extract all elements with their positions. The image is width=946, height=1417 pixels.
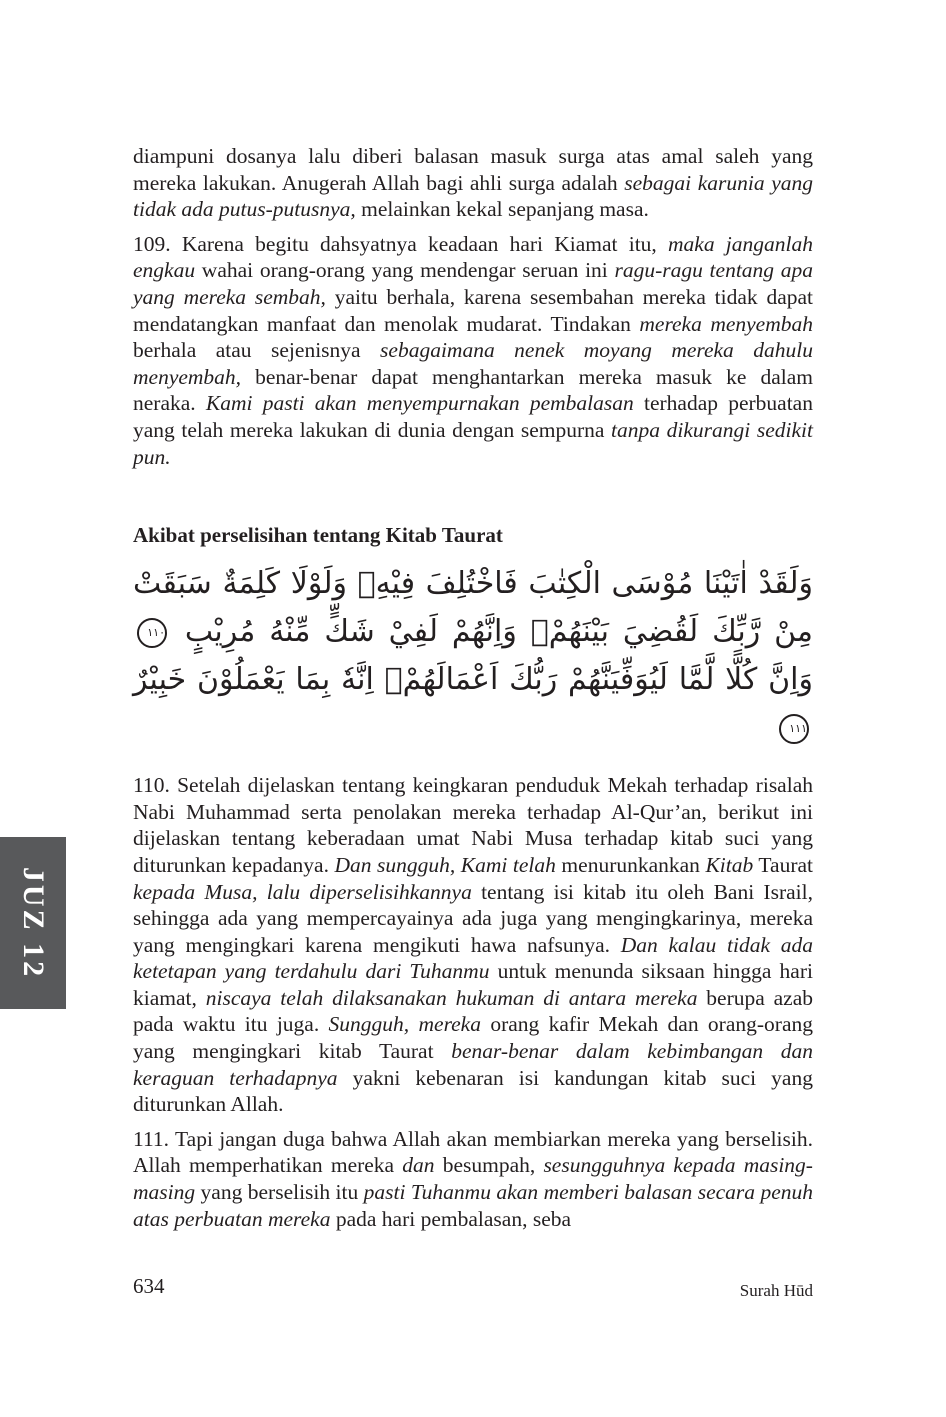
page-content bbox=[133, 143, 813, 1240]
juz-label: JUZ 12 bbox=[17, 866, 50, 980]
italic-run: ragu-ragu tentang apa yang mereka sembah, bbox=[133, 258, 813, 309]
text-run: berupa azab pada waktu itu juga. bbox=[133, 985, 814, 1037]
italic-run: maka janganlah engkau bbox=[133, 231, 813, 283]
italic-run: pasti Tuhanmu akan memberi balasan secara penuh atas perbuatan mereka bbox=[133, 1180, 813, 1231]
text-run: 109. Karena begitu dahsyatnya keadaan hari Kiamat itu, bbox=[133, 231, 669, 256]
arabic-verse-110: وَلَقَدْ اٰتَيْنَا مُوْسَى الْكِتٰبَ فَاخْتُلِفَ فِيْهِۗ وَلَوْلَا كَلِمَةٌ سَبَقَتْ مِنْ رَّبِّكَ لَقُضِيَ بَيْنَهُمْۗ وَاِنَّهُمْ لَفِيْ شَكٍّ مِّنْهُ مُرِيْبٍ bbox=[133, 566, 814, 650]
text-run: menurunkankan bbox=[555, 852, 706, 877]
text-run: benar-benar dapat menghantarkan mereka masuk ke dalam neraka. bbox=[133, 364, 813, 416]
text-run: wahai orang-orang yang mendengar seruan ini bbox=[195, 258, 615, 283]
italic-run: kepada Musa, lalu diperselisihkannya bbox=[133, 879, 472, 904]
text-run: Taurat bbox=[753, 852, 813, 877]
italic-run: sebagai karunia yang tidak ada putus-putusnya, bbox=[133, 170, 813, 222]
section-heading: Akibat perselisihan tentang Kitab Taurat bbox=[133, 523, 503, 548]
text-run: berhala atau sejenisnya bbox=[133, 338, 381, 363]
paragraph-intro bbox=[133, 143, 813, 223]
text-run: 111. Tapi jangan duga bahwa Allah akan membiarkan mereka yang berselisih. Allah memperhatikan mereka bbox=[133, 1126, 813, 1178]
italic-run: sebagaimana nenek moyang mereka dahulu menyembah, bbox=[133, 338, 813, 389]
text-run: pada hari pembalasan, seba bbox=[330, 1206, 572, 1231]
text-run: besumpah, bbox=[434, 1153, 544, 1178]
paragraph-111 bbox=[133, 1126, 813, 1232]
text-run: 110. Setelah dijelaskan tentang keingkaran penduduk Mekah terhadap risalah Nabi Muhammad serta penolakan mereka terhadap Al-Qur’an, berikut ini dijelaskan tentang keberadaan umat Nabi Musa terhadap kitab suci yang diturunkan kepadanya. bbox=[133, 773, 813, 877]
italic-run: niscaya telah dilaksanakan hukuman di antara mereka bbox=[205, 985, 698, 1010]
italic-run: Dan sungguh, Kami telah bbox=[334, 852, 556, 877]
italic-run: dan bbox=[402, 1153, 435, 1178]
text-run: tentang isi kitab itu oleh Bani Israil, sehingga ada yang mempercayainya ada juga yang mengingkarinya, mereka yang mengingkari karena mengikuti hawa nafsunya. bbox=[133, 879, 813, 957]
juz-side-tab bbox=[0, 837, 66, 1009]
text-run: diampuni dosanya lalu diberi balasan masuk surga atas amal saleh yang mereka lakukan. Anugerah Allah bagi ahli surga adalah bbox=[133, 144, 813, 195]
italic-run: sesungguhnya kepada masing-masing bbox=[133, 1153, 813, 1205]
text-run: orang kafir Mekah dan orang-orang yang mengingkari kitab Taurat bbox=[133, 1012, 813, 1064]
italic-run: Sungguh, mereka bbox=[328, 1012, 481, 1037]
text-run: yaitu berhala, karena sesembahan mereka tidak dapat mendatangkan manfaat dan menolak mudarat. Tindakan bbox=[133, 284, 814, 336]
paragraph-109 bbox=[133, 231, 813, 470]
text-run: untuk menunda siksaan hingga hari kiamat, bbox=[133, 959, 813, 1010]
italic-run: benar-benar dalam kebimbangan dan keraguan terhadapnya bbox=[133, 1039, 813, 1090]
text-run: yang berselisih itu bbox=[195, 1180, 364, 1205]
italic-run: Kitab bbox=[705, 852, 754, 877]
surah-name: Surah Hūd bbox=[739, 1281, 813, 1300]
ayah-number-110: ١١٠ bbox=[137, 618, 167, 648]
italic-run: Dan kalau tidak ada ketetapan yang terdahulu dari Tuhanmu bbox=[133, 932, 813, 984]
italic-run: Kami pasti akan menyempurnakan pembalasan bbox=[205, 391, 634, 416]
page-number: 634 bbox=[133, 1274, 165, 1298]
arabic-verses bbox=[133, 560, 813, 752]
arabic-verse-111: وَاِنَّ كُلًّا لَّمَّا لَيُوَفِّيَنَّهُمْ رَبُّكَ اَعْمَالَهُمْۗ اِنَّهٗ بِمَا يَعْمَلُوْنَ خَبِيْرٌ bbox=[133, 662, 813, 698]
italic-run: tanpa dikurangi sedikit pun. bbox=[133, 417, 813, 469]
ayah-number-111: ١١١ bbox=[779, 714, 809, 744]
italic-run: mereka menyembah bbox=[639, 311, 814, 336]
text-run: terhadap perbuatan yang telah mereka lakukan di dunia dengan sempurna bbox=[133, 391, 813, 442]
text-run: yakni kebenaran isi kandungan kitab suci yang diturunkan Allah. bbox=[133, 1065, 813, 1117]
text-run: melainkan kekal sepanjang masa. bbox=[355, 197, 649, 222]
paragraph-110 bbox=[133, 772, 813, 1118]
